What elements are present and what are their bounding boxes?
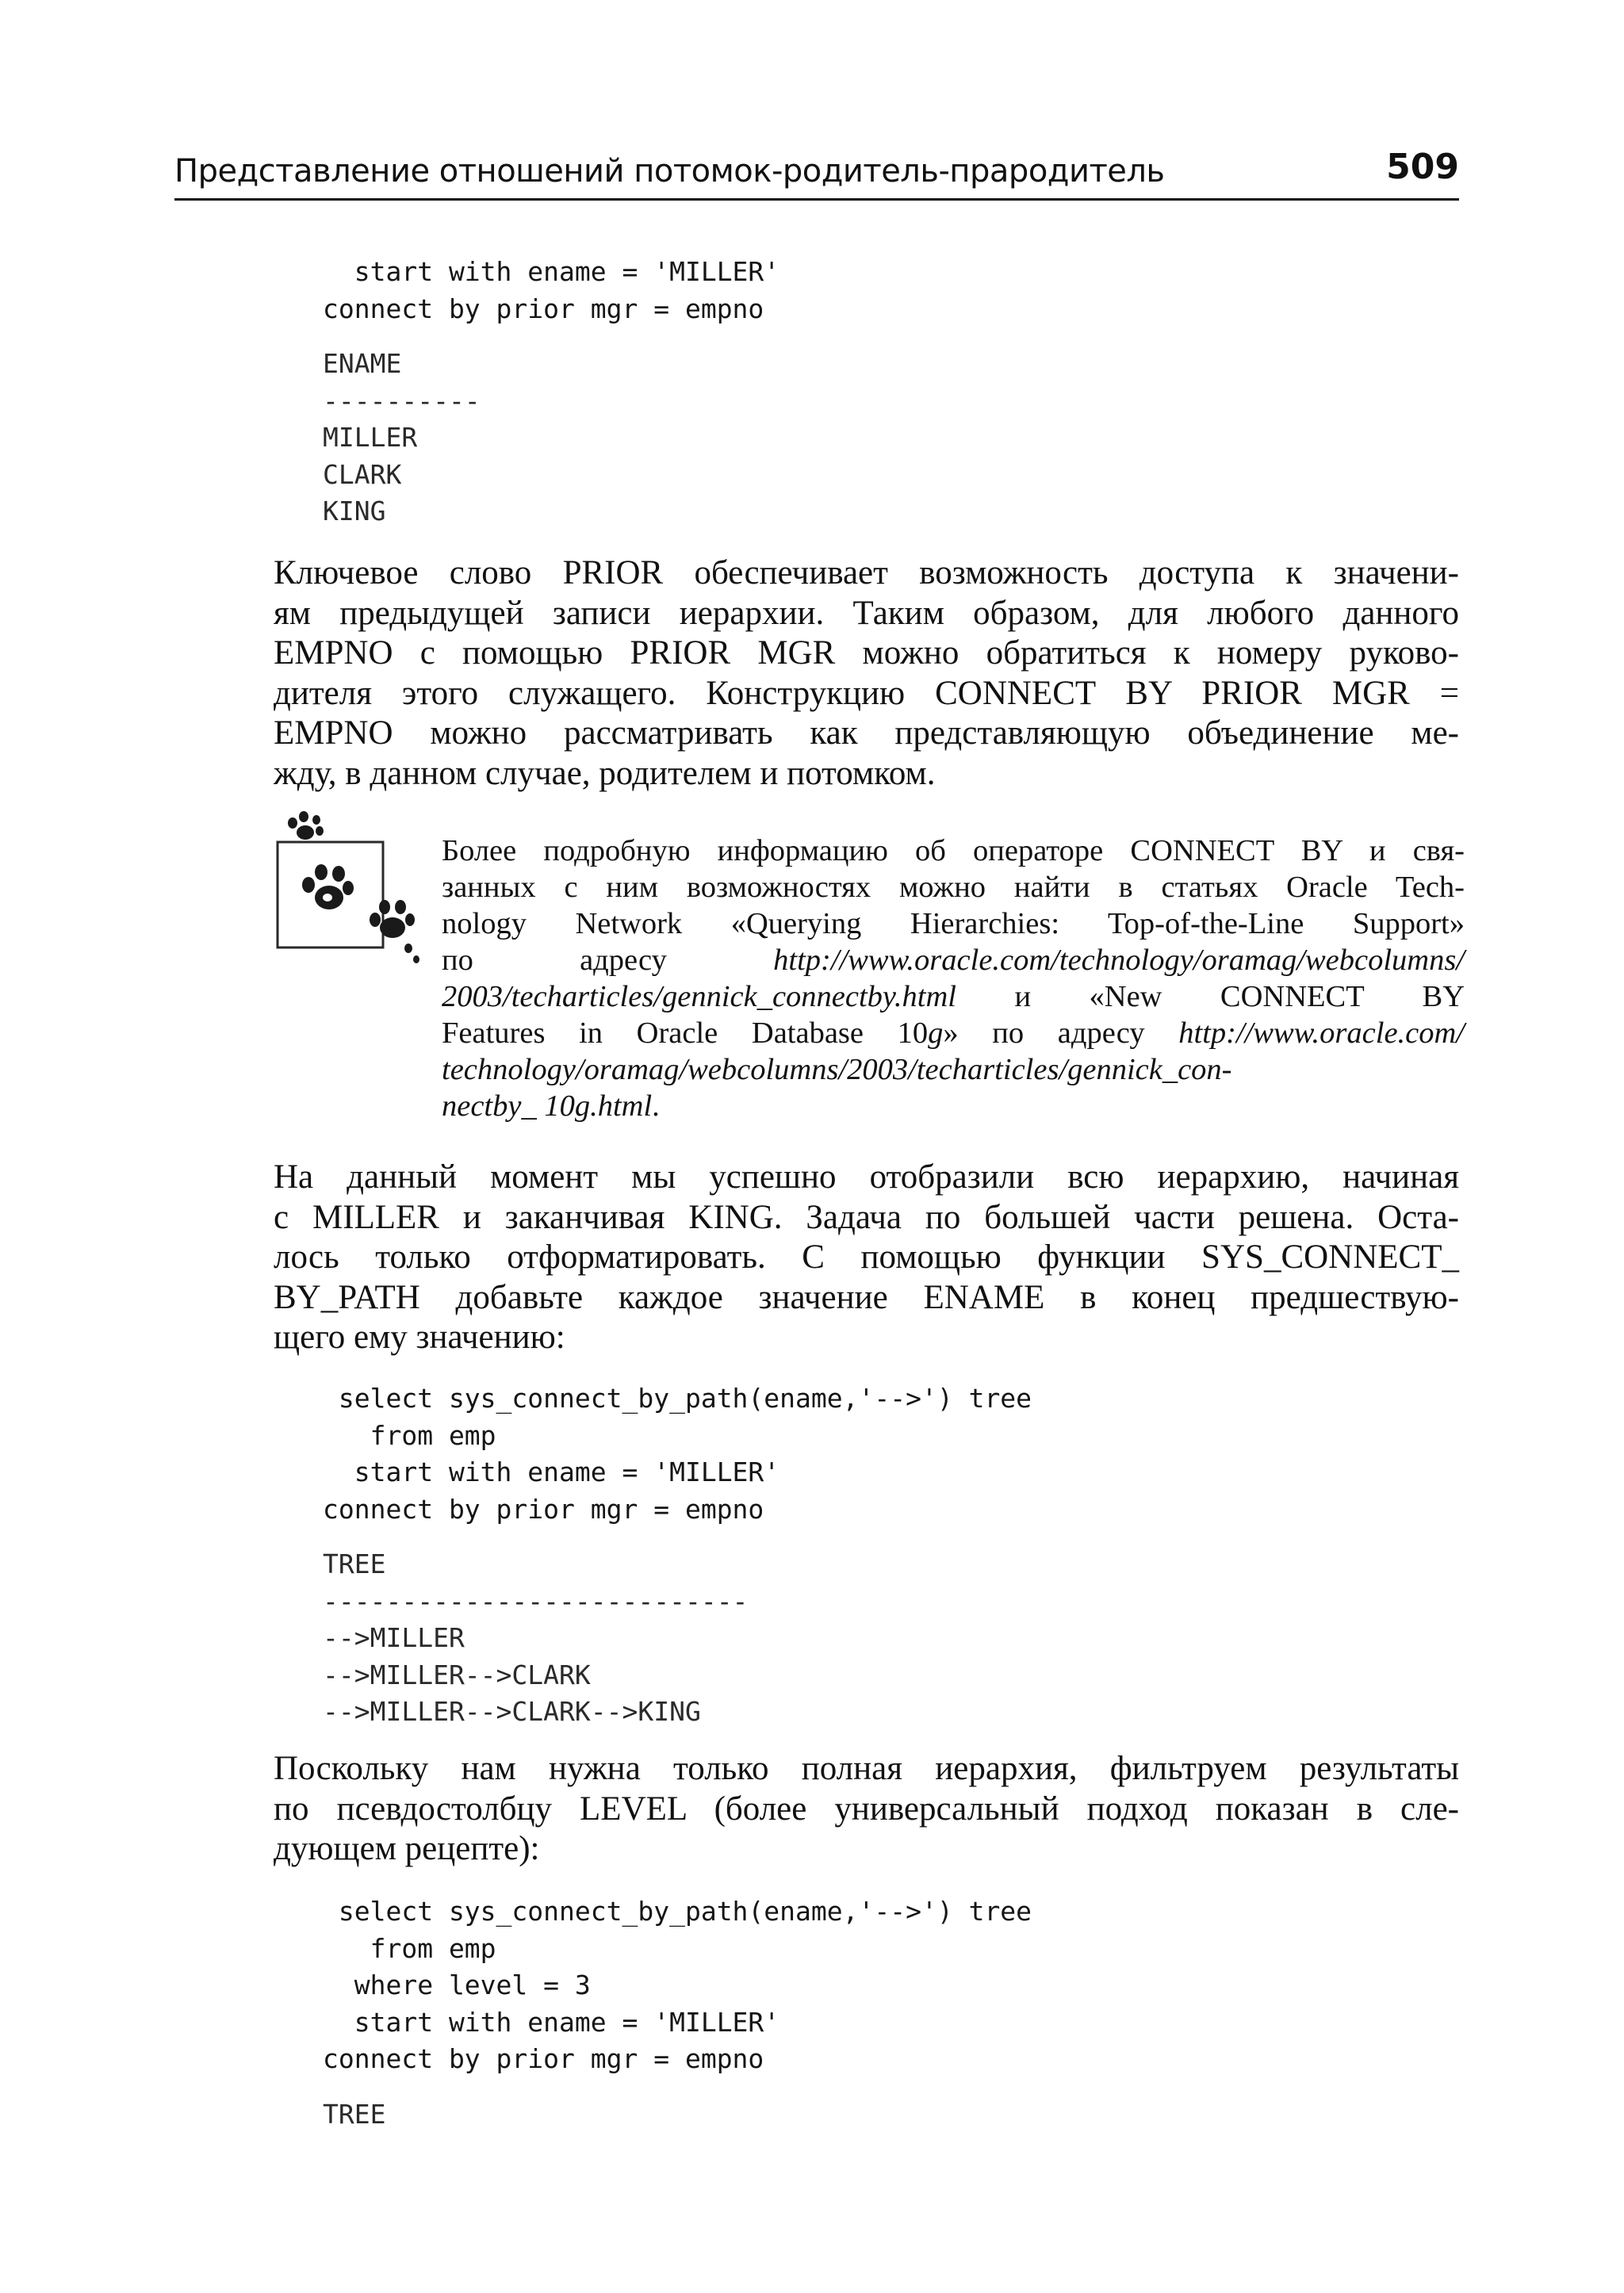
paragraph-line: Ключевое слово PRIOR обеспечивает возможность доступа к значени-: [274, 554, 1459, 591]
note-line-text: » по адресу: [943, 1016, 1179, 1050]
output-line: ---------------------------: [323, 1585, 749, 1617]
note-line: [442, 978, 1465, 1015]
code-block-3: [323, 1893, 1032, 2078]
paragraph-2: [274, 1158, 1459, 1358]
paragraph-line: щего ему значению:: [274, 1319, 565, 1356]
code-line: select sys_connect_by_path(ename,'-->') tree: [323, 1896, 1032, 1927]
note-line: [442, 905, 1465, 942]
note-line-text: и «New CONNECT BY: [956, 980, 1465, 1013]
output-line: ----------: [323, 385, 481, 416]
code-line: select sys_connect_by_path(ename,'-->') tree: [323, 1383, 1032, 1414]
code-line: where level = 3: [323, 1970, 591, 2000]
paragraph-line: с MILLER и заканчивая KING. Задача по большей части решена. Оста-: [274, 1198, 1459, 1236]
code-line: from emp: [323, 1932, 496, 1964]
note-line-text: nology Network «Querying Hierarchies: Top-of-the-Line Support»: [442, 907, 1465, 940]
paragraph-3: [274, 1749, 1459, 1870]
paragraph-line: EMPNO можно рассматривать как представляющую объединение ме-: [274, 714, 1459, 752]
code-block-1: [323, 254, 779, 327]
paragraph-line: EMPNO с помощью PRIOR MGR можно обратиться к номеру руково-: [274, 634, 1459, 672]
note-text: [442, 833, 1465, 1124]
article-link-1[interactable]: http://www.oracle.com/technology/oramag/webcolumns/: [773, 944, 1465, 977]
code-line: start with ename = 'MILLER': [323, 256, 780, 287]
article-link-1-cont[interactable]: 2003/techarticles/gennick_connectby.html: [442, 980, 956, 1013]
note-line: [442, 1088, 1465, 1124]
output-line: ENAME: [323, 348, 402, 379]
note-line-text: Более подробную информацию об операторе CONNECT BY и свя-: [442, 834, 1465, 867]
code-block-2: [323, 1380, 1032, 1528]
code-line: connect by prior mgr = empno: [323, 1493, 764, 1525]
output-line: MILLER: [323, 422, 418, 453]
note-line-text: занных с ним возможностях можно найти в статьях Oracle Tech-: [442, 871, 1465, 904]
paragraph-line: по псевдостолбцу LEVEL (более универсальный подход показан в сле-: [274, 1790, 1459, 1828]
paragraph-line: жду, в данном случае, родителем и потомком.: [274, 754, 936, 792]
paragraph-line: BY_PATH добавьте каждое значение ENAME в конец предшествую-: [274, 1278, 1459, 1316]
note-line: [442, 942, 1465, 978]
query-output-3: [323, 2096, 385, 2134]
code-line: start with ename = 'MILLER': [323, 1457, 780, 1487]
running-title: Представление отношений потомок-родитель-прародитель: [174, 153, 1165, 189]
output-line: CLARK: [323, 458, 402, 490]
note-line: [442, 869, 1465, 905]
note-line: [442, 1051, 1465, 1088]
note-line-text: Features in Oracle Database 10: [442, 1016, 929, 1050]
paragraph-line: ям предыдущей записи иерархии. Таким образом, для любого данного: [274, 594, 1459, 632]
output-line: -->MILLER-->CLARK: [323, 1659, 591, 1690]
running-header: [174, 147, 1459, 202]
paragraph-line: На данный момент мы успешно отобразили всю иерархию, начиная: [274, 1158, 1459, 1196]
code-line: connect by prior mgr = empno: [323, 2043, 764, 2074]
paw-prints-icon: [274, 809, 424, 967]
note-line-text: g: [928, 1016, 944, 1050]
page-number: 509: [1386, 147, 1459, 187]
paragraph-line: дующем рецепте):: [274, 1830, 540, 1867]
paragraph-line: лось только отформатировать. С помощью функции SYS_CONNECT_: [274, 1238, 1459, 1276]
output-line: TREE: [323, 1548, 386, 1579]
code-line: from emp: [323, 1419, 496, 1451]
paragraph-line: дителя этого служащего. Конструкцию CONNECT BY PRIOR MGR =: [274, 674, 1459, 712]
query-output-1: [323, 346, 481, 530]
paragraph-1: [274, 553, 1459, 794]
query-output-2: [323, 1546, 748, 1731]
paragraph-line: Поскольку нам нужна только полная иерархия, фильтруем результаты: [274, 1750, 1459, 1787]
code-line: connect by prior mgr = empno: [323, 293, 764, 324]
output-line: -->MILLER: [323, 1622, 465, 1653]
note-line: [442, 1015, 1465, 1051]
note-line-text: по адресу: [442, 944, 774, 977]
article-link-2[interactable]: http://www.oracle.com/: [1178, 1016, 1465, 1050]
note-line-text: .: [652, 1089, 660, 1123]
output-line: TREE: [323, 2099, 386, 2130]
output-line: -->MILLER-->CLARK-->KING: [323, 1696, 701, 1727]
note-line: [442, 833, 1465, 869]
output-line: KING: [323, 496, 386, 526]
code-line: start with ename = 'MILLER': [323, 2006, 780, 2038]
article-link-2-cont[interactable]: technology/oramag/webcolumns/2003/techarticles/gennick_con-: [442, 1053, 1232, 1086]
header-rule: [174, 198, 1459, 201]
article-link-2-end[interactable]: nectby_ 10g.html: [442, 1089, 653, 1123]
